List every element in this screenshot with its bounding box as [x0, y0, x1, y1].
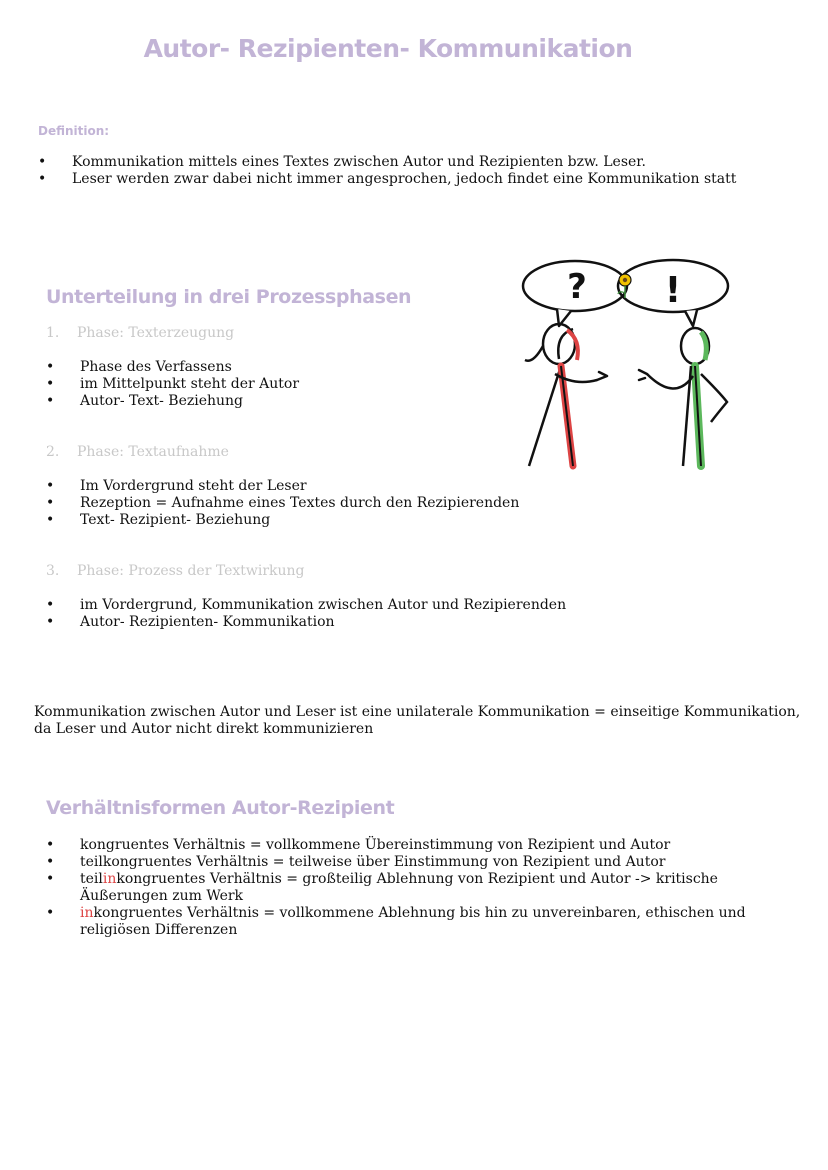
phase-2-title [46, 444, 229, 460]
phase-3-list [46, 597, 696, 631]
phase-number: 2. [46, 444, 60, 460]
list-item: • Text- Rezipient- Beziehung [46, 512, 646, 529]
phases-heading: Unterteilung in drei Prozessphasen [46, 286, 412, 308]
relations-heading: Verhältnisformen Autor-Rezipient [46, 797, 395, 819]
phase-1-title [46, 325, 234, 341]
list-item: • teilkongruentes Verhältnis = teilweise über Einstimmung von Rezipient und Autor [46, 854, 766, 871]
highlight-prefix: in [80, 905, 94, 921]
definition-label: Definition: [38, 124, 110, 138]
author-figure [525, 324, 607, 466]
phase-1-list [46, 359, 506, 410]
relations-list [46, 837, 766, 939]
list-item: • kongruentes Verhältnis = vollkommene Übereinstimmung von Rezipient und Autor [46, 837, 766, 854]
exclamation-mark-icon: ! [664, 270, 682, 311]
list-item: • Autor- Rezipienten- Kommunikation [46, 614, 696, 631]
text-part: kongruentes Verhältnis = großteilig Ablehnung von Rezipient und Autor -> kritische Äußerungen zum Werk [80, 871, 718, 904]
phase-label: Phase: Textaufnahme [77, 444, 229, 460]
phase-label: Phase: Texterzeugung [77, 325, 235, 341]
text-part: teil [80, 871, 103, 887]
reader-figure [639, 328, 727, 466]
list-item: • Rezeption = Aufnahme eines Textes durch den Rezipierenden [46, 495, 646, 512]
list-item: • Autor- Text- Beziehung [46, 393, 506, 410]
phase-number: 1. [46, 325, 60, 341]
list-item: • im Mittelpunkt steht der Autor [46, 376, 506, 393]
communication-illustration [515, 254, 735, 474]
list-item: • im Vordergrund, Kommunikation zwischen Autor und Rezipierenden [46, 597, 696, 614]
definition-list [38, 154, 798, 188]
list-item: • Leser werden zwar dabei nicht immer angesprochen, jedoch findet eine Kommunikation statt [38, 171, 798, 188]
phase-2-list [46, 478, 646, 529]
phase-3-title [46, 563, 305, 579]
phase-number: 3. [46, 563, 60, 579]
bubble-tail-right [685, 310, 697, 326]
question-mark-icon: ? [567, 267, 587, 307]
page-title: Autor- Rezipienten- Kommunikation [143, 34, 633, 63]
list-item [46, 871, 766, 905]
highlight-prefix: in [102, 871, 117, 887]
summary-paragraph: Kommunikation zwischen Autor und Leser ist eine unilaterale Kommunikation = einseitige Kommunikation, da Leser und Autor nicht direkt kommunizieren [34, 704, 801, 737]
list-item: • Phase des Verfassens [46, 359, 506, 376]
list-item [46, 905, 766, 939]
list-item: • Kommunikation mittels eines Textes zwischen Autor und Rezipienten bzw. Leser. [38, 154, 798, 171]
list-item: • Im Vordergrund steht der Leser [46, 478, 646, 495]
text-part: kongruentes Verhältnis = vollkommene Ablehnung bis hin zu unvereinbaren, ethischen und religiösen Differenzen [80, 905, 746, 938]
phase-label: Phase: Prozess der Textwirkung [77, 563, 305, 579]
